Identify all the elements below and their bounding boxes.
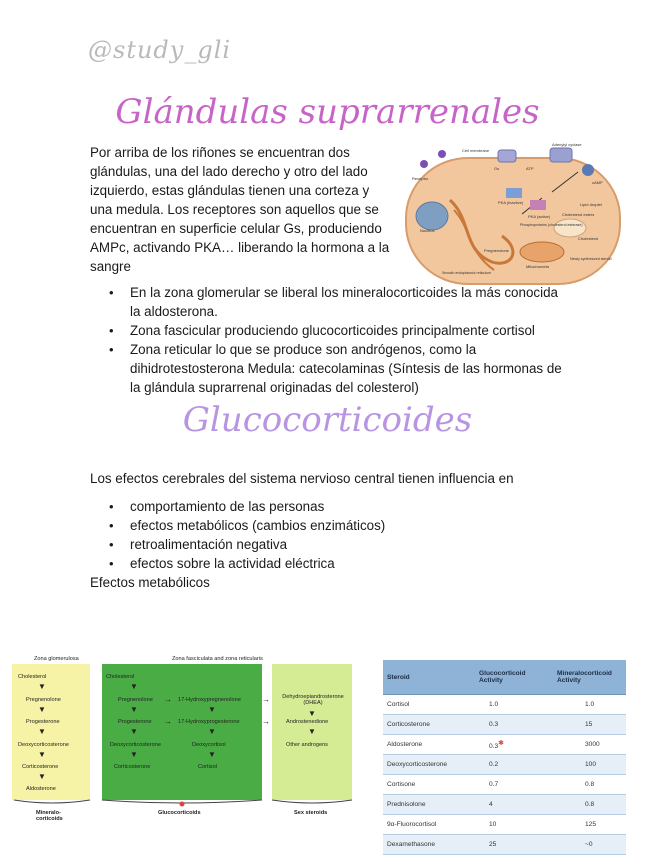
cell-mineralo: 0.8: [553, 795, 626, 815]
effects-bullet-list: [92, 497, 562, 573]
right-arrow: →: [164, 717, 172, 726]
header-glucocorticoid: Glucocorticoid Activity: [475, 660, 553, 695]
table-row: [383, 695, 626, 715]
down-arrow: ▼: [130, 682, 138, 691]
table-row: [383, 735, 626, 755]
down-arrow: ▼: [130, 750, 138, 759]
svg-text:Mitochondria: Mitochondria: [526, 264, 549, 269]
svg-text:Phosphoproteins (cholesterol e: Phosphoproteins (cholesterol esterase): [520, 223, 583, 227]
steroid-pathway-figure: [12, 652, 354, 824]
zone-glomerulosa-label: Zona glomerulosa: [34, 656, 79, 662]
svg-text:Pregnenolone: Pregnenolone: [484, 248, 509, 253]
step-pregnenolone: Pregnenolone: [26, 697, 61, 703]
step-17oh-progesterone: 17-Hydroxyprogesterone: [178, 719, 240, 725]
hormone-dot: [420, 160, 428, 168]
list-item: • efectos metabólicos (cambios enzimáticos): [92, 516, 562, 535]
list-item: • En la zona glomerular se liberal los mineralocorticoides la más conocida la aldosterona.: [92, 283, 562, 321]
cell-mineralo: 125: [553, 815, 626, 835]
effects-label: Efectos metabólicos: [90, 575, 210, 590]
cell-gluco: 1.0: [475, 695, 553, 715]
list-item: • Zona reticular lo que se produce son andrógenos, como la dihidrotestosterona Medula: catecolaminas (Síntesis de las hormonas de la glándula suprarrenal originadas del colesterol): [92, 340, 562, 397]
down-arrow: ▼: [130, 705, 138, 714]
steroid-activity-table: [383, 660, 626, 855]
step-other-androgens: Other androgens: [286, 742, 328, 748]
cell-mineralo: 1.0: [553, 695, 626, 715]
fasciculata-box: [102, 664, 262, 800]
svg-text:cAMP: cAMP: [592, 180, 603, 185]
mitochondrion: [520, 242, 564, 262]
svg-text:Receptor: Receptor: [412, 176, 429, 181]
zone-fasciculata-label: Zona fasciculata and zona reticularis: [172, 656, 263, 662]
step-cortisol: Cortisol: [198, 764, 217, 770]
svg-text:Smooth endoplasmic reticulum: Smooth endoplasmic reticulum: [442, 271, 492, 275]
step-progesterone: Progesterone: [26, 719, 60, 725]
down-arrow: ▼: [38, 750, 46, 759]
camp-molecule: [582, 164, 594, 176]
cell-mineralo: ~0: [553, 835, 626, 855]
svg-text:Cholesterol: Cholesterol: [578, 236, 599, 241]
section-title-glucocorticoides: Glucocorticoides: [182, 400, 473, 440]
table-row: [383, 795, 626, 815]
table-row: [383, 755, 626, 775]
down-arrow: ▼: [208, 750, 216, 759]
svg-text:Cholesterol esters: Cholesterol esters: [562, 212, 595, 217]
adrenal-cell-diagram: [402, 140, 624, 288]
step-cholesterol: Cholesterol: [106, 674, 135, 680]
cell-gluco: 25: [475, 835, 553, 855]
cell-steroid: Dexamethasone: [383, 835, 475, 855]
cell-gluco: 0.3: [475, 715, 553, 735]
cell-gluco: 0.7: [475, 775, 553, 795]
step-dhea: Dehydroepiandrosterone (DHEA): [282, 694, 344, 706]
table-row: [383, 775, 626, 795]
hormone-dot: [438, 150, 446, 158]
svg-text:Cell membrane: Cell membrane: [462, 148, 490, 153]
watermark: @study_gli: [88, 36, 232, 64]
red-mark-icon: ✱: [498, 739, 505, 747]
step-corticosterone: Corticosterone: [114, 764, 151, 770]
step-cholesterol: Cholesterol: [18, 674, 47, 680]
cell-mineralo: 0.8: [553, 775, 626, 795]
cell-steroid: Aldosterone: [383, 735, 475, 755]
svg-text:ATP: ATP: [526, 166, 534, 171]
step-pregnenolone: Pregnenolone: [118, 697, 153, 703]
svg-text:Newly synthesized steroid: Newly synthesized steroid: [570, 257, 612, 261]
table-row: [383, 815, 626, 835]
down-arrow: ▼: [208, 727, 216, 736]
lipid-droplet: [554, 219, 586, 237]
table-row: [383, 715, 626, 735]
svg-text:Lipid droplet: Lipid droplet: [580, 202, 602, 207]
down-arrow: ▼: [38, 682, 46, 691]
table-row: [383, 835, 626, 855]
cell-steroid: 9α-Fluorocortisol: [383, 815, 475, 835]
cell-steroid: Prednisolone: [383, 795, 475, 815]
down-arrow: ▼: [308, 709, 316, 718]
cell-gluco: 10: [475, 815, 553, 835]
glomerulosa-box: [12, 664, 90, 800]
right-arrow: →: [262, 717, 270, 726]
label-mineralocorticoids: Mineralo-corticoids: [36, 810, 63, 822]
intro-paragraph: Por arriba de los riñones se encuentran dos glándulas, una del lado derecho y otro del lado izquierdo, estas glándulas tienen una corteza y una medula. Los receptores son aquellos que se encuentran en superficie celular Gs, produciendo AMPc, activando PKA… liberando la hormona a la sangre: [90, 145, 390, 274]
pka-inactive: [506, 188, 522, 198]
step-aldosterone: Aldosterone: [26, 786, 56, 792]
right-arrow: →: [262, 695, 270, 704]
list-item: • efectos sobre la actividad eléctrica: [92, 554, 562, 573]
table-header-row: [383, 660, 626, 695]
down-arrow: ▼: [38, 705, 46, 714]
step-androstenedione: Androstenedione: [286, 719, 329, 725]
down-arrow: ▼: [130, 727, 138, 736]
pka-active: [530, 200, 546, 210]
cell-mineralo: 3000: [553, 735, 626, 755]
svg-text:Adenylyl cyclase: Adenylyl cyclase: [552, 142, 582, 147]
suprarrenal-bullet-list: [92, 283, 562, 397]
braces: [12, 798, 354, 808]
down-arrow: ▼: [38, 727, 46, 736]
step-deoxycorticosterone: Deoxycorticosterone: [18, 742, 69, 748]
header-mineralocorticoid: Mineralocorticoid Activity: [553, 660, 626, 695]
step-progesterone: Progesterone: [118, 719, 152, 725]
step-corticosterone: Corticosterone: [22, 764, 59, 770]
step-17oh-pregnenolone: 17-Hydroxypregnenolone: [178, 697, 241, 703]
svg-text:PKA (active): PKA (active): [528, 214, 551, 219]
svg-text:Gs: Gs: [494, 166, 500, 171]
down-arrow: ▼: [308, 727, 316, 736]
list-item: • comportamiento de las personas: [92, 497, 562, 516]
receptor: [498, 150, 516, 162]
right-arrow: →: [164, 695, 172, 704]
svg-text:PKA (inactive): PKA (inactive): [498, 200, 524, 205]
step-deoxycorticosterone: Deoxycorticosterone: [110, 742, 161, 748]
step-deoxycortisol: Deoxycortisol: [192, 742, 226, 748]
svg-text:Nucleus: Nucleus: [420, 228, 435, 233]
cell-gluco: 4: [475, 795, 553, 815]
label-glucocorticoids: Glucocorticoids: [158, 810, 201, 816]
header-steroid: Steroid: [383, 660, 475, 695]
effects-intro: Los efectos cerebrales del sistema nervioso central tienen influencia en: [90, 471, 514, 486]
cell-gluco: 0.2: [475, 755, 553, 775]
adenylyl-cyclase: [550, 148, 572, 162]
cell-steroid: Cortisone: [383, 775, 475, 795]
cell-steroid: Corticosterone: [383, 715, 475, 735]
cell-gluco: 0.3✱: [475, 735, 553, 755]
down-arrow: ▼: [38, 772, 46, 781]
nucleus: [416, 202, 448, 230]
label-sex-steroids: Sex steroids: [294, 810, 328, 816]
cell-steroid: Deoxycorticosterone: [383, 755, 475, 775]
cell-steroid: Cortisol: [383, 695, 475, 715]
list-item: • Zona fascicular produciendo glucocorticoides principalmente cortisol: [92, 321, 562, 340]
cell-mineralo: 100: [553, 755, 626, 775]
cell-mineralo: 15: [553, 715, 626, 735]
list-item: • retroalimentación negativa: [92, 535, 562, 554]
section-title-suprarrenales: Glándulas suprarrenales: [115, 92, 540, 132]
down-arrow: ▼: [208, 705, 216, 714]
